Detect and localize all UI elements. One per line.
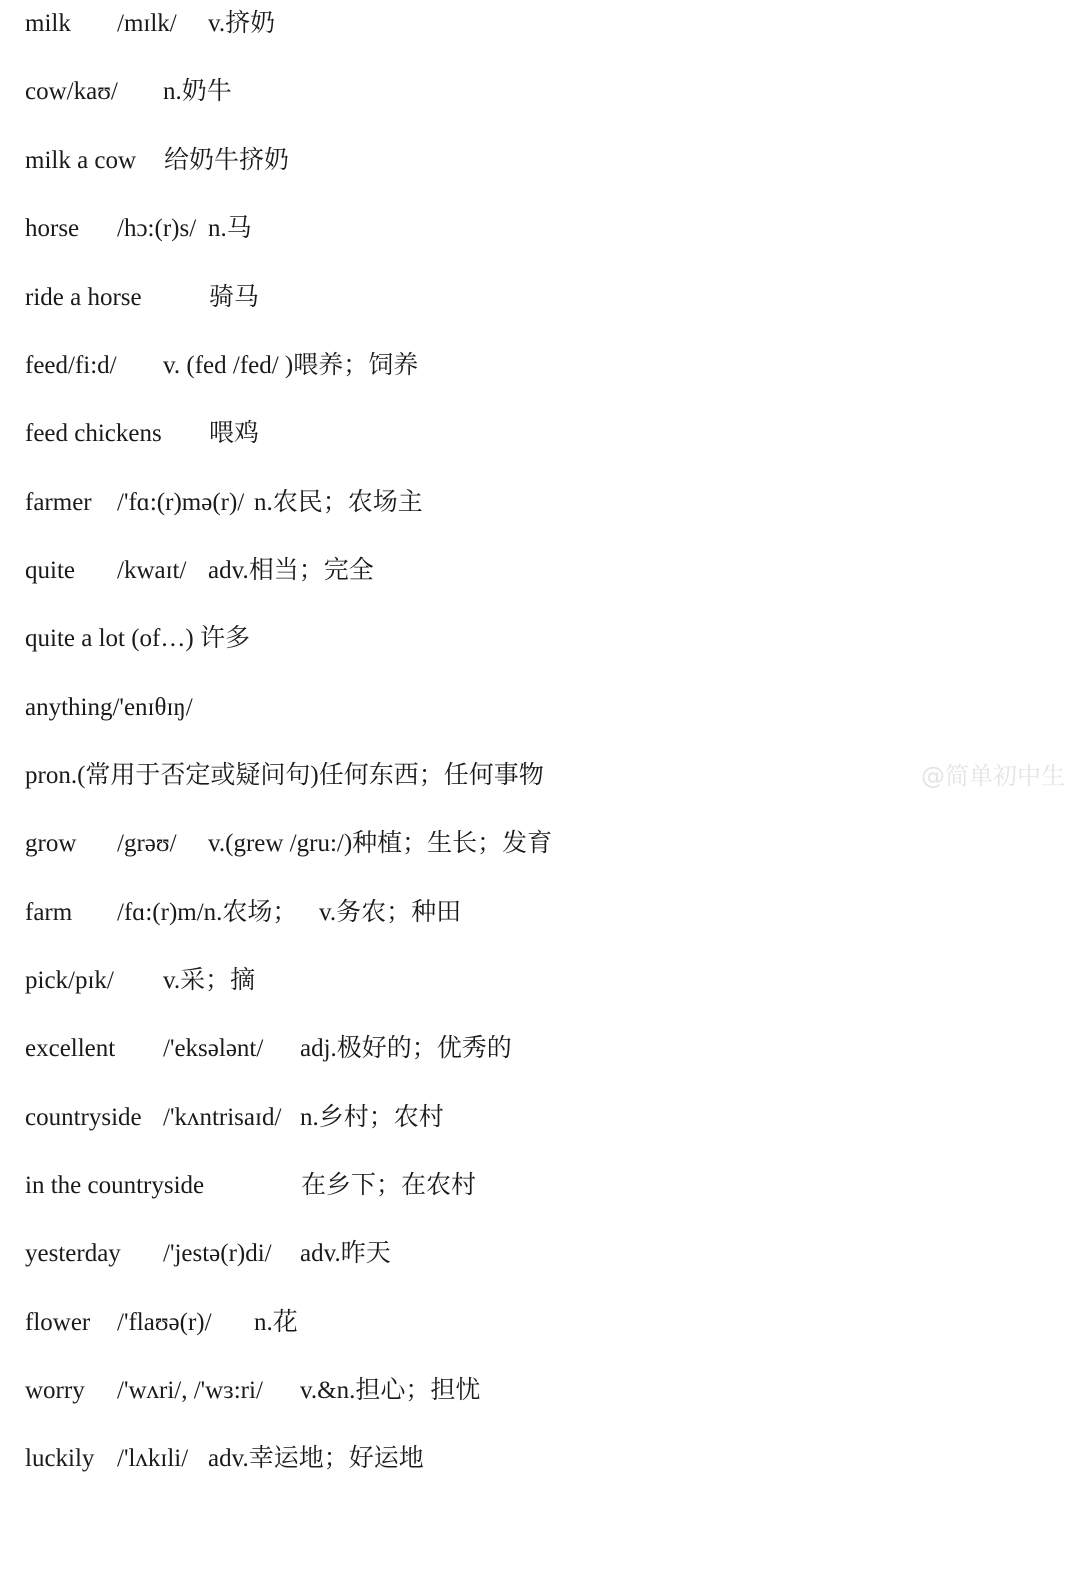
entry-meaning: n.乡村；农村 — [300, 1104, 444, 1131]
entry-word: cow/kaʊ/ — [25, 78, 118, 105]
entry-phonetic: /grəʊ/ — [117, 830, 177, 857]
entry-word: horse — [25, 215, 80, 242]
entry-phonetic: /fɑ:(r)m/n.农场； — [117, 899, 298, 926]
entry-anything-meaning — [25, 761, 544, 791]
entry-pick — [25, 966, 256, 996]
entry-word: worry — [25, 1377, 85, 1404]
entry-meaning: v.挤奶 — [208, 10, 276, 37]
entry-meaning: v.(grew /gru:/)种植；生长；发育 — [208, 830, 553, 857]
entry-word: excellent — [25, 1035, 116, 1062]
entry-farmer — [25, 488, 423, 518]
entry-feed-chickens — [25, 419, 260, 449]
watermark: @简单初中生 — [921, 762, 1065, 790]
entry-word: farmer — [25, 489, 92, 516]
entry-phonetic: /'wʌri/, /'wɜ:ri/ — [117, 1377, 263, 1404]
entry-anything — [25, 693, 193, 723]
entry-luckily — [25, 1444, 424, 1474]
entry-phonetic: /'lʌkɪli/ — [117, 1445, 189, 1472]
entry-meaning: 在乡下；在农村 — [301, 1172, 477, 1199]
entry-quite — [25, 556, 374, 586]
entry-word: milk — [25, 10, 71, 37]
entry-word: feed chickens — [25, 420, 162, 447]
entry-phonetic: /'fɑ:(r)mə(r)/ — [117, 489, 245, 516]
entry-phonetic: /'kʌntrisaɪd/ — [163, 1104, 282, 1131]
entry-word: countryside — [25, 1104, 142, 1131]
entry-in-the-countryside — [25, 1171, 477, 1201]
entry-meaning: n.马 — [208, 215, 252, 242]
entry-meaning: 骑马 — [209, 284, 260, 311]
entry-phonetic: /kwaɪt/ — [117, 557, 187, 584]
entry-meaning: v.务农；种田 — [319, 899, 462, 926]
entry-ride-a-horse — [25, 283, 260, 313]
entry-meaning: adv.相当；完全 — [208, 557, 374, 584]
entry-meaning: v. (fed /fed/ )喂养；饲养 — [163, 352, 419, 379]
entry-phonetic: /mɪlk/ — [117, 10, 177, 37]
entry-meaning: adv.昨天 — [300, 1240, 391, 1267]
entry-cow — [25, 77, 232, 107]
entry-phonetic: /'eksələnt/ — [163, 1035, 264, 1062]
entry-meaning: v.采；摘 — [163, 967, 256, 994]
entry-word: quite a lot (of…) 许多 — [25, 625, 250, 652]
entry-word: ride a horse — [25, 284, 142, 311]
entry-word: feed/fi:d/ — [25, 352, 117, 379]
entry-meaning: adv.幸运地；好运地 — [208, 1445, 424, 1472]
entry-word: grow — [25, 830, 77, 857]
entry-quite-a-lot — [25, 624, 250, 654]
entry-phonetic: /hɔ:(r)s/ — [117, 215, 197, 242]
entry-meaning: 给奶牛挤奶 — [164, 147, 290, 174]
entry-phonetic: /'flaʊə(r)/ — [117, 1309, 212, 1336]
entry-word: flower — [25, 1309, 91, 1336]
entry-countryside — [25, 1103, 444, 1133]
entry-meaning: n.农民；农场主 — [254, 489, 423, 516]
entry-word: anything/'enɪθɪŋ/ — [25, 694, 193, 721]
entry-word: luckily — [25, 1445, 95, 1472]
entry-word: farm — [25, 899, 73, 926]
entry-meaning: v.&n.担心；担忧 — [300, 1377, 481, 1404]
entry-meaning: n.花 — [254, 1309, 298, 1336]
entry-word: in the countryside — [25, 1172, 205, 1199]
entry-milk-a-cow — [25, 146, 290, 176]
entry-flower — [25, 1308, 298, 1338]
entry-meaning: adj.极好的；优秀的 — [300, 1035, 512, 1062]
entry-grow — [25, 829, 553, 859]
entry-worry — [25, 1376, 481, 1406]
entry-excellent — [25, 1034, 512, 1064]
entry-milk — [25, 9, 276, 39]
entry-phonetic: /'jestə(r)di/ — [163, 1240, 272, 1267]
entry-meaning: 喂鸡 — [209, 420, 260, 447]
entry-word: quite — [25, 557, 75, 584]
entry-word: pick/pɪk/ — [25, 967, 114, 994]
entry-word: yesterday — [25, 1240, 121, 1267]
entry-word: pron.(常用于否定或疑问句)任何东西；任何事物 — [25, 762, 544, 789]
entry-farm — [25, 898, 462, 928]
entry-yesterday — [25, 1239, 391, 1269]
entry-word: milk a cow — [25, 147, 137, 174]
entry-meaning: n.奶牛 — [163, 78, 232, 105]
entry-horse — [25, 214, 252, 244]
entry-feed — [25, 351, 419, 381]
